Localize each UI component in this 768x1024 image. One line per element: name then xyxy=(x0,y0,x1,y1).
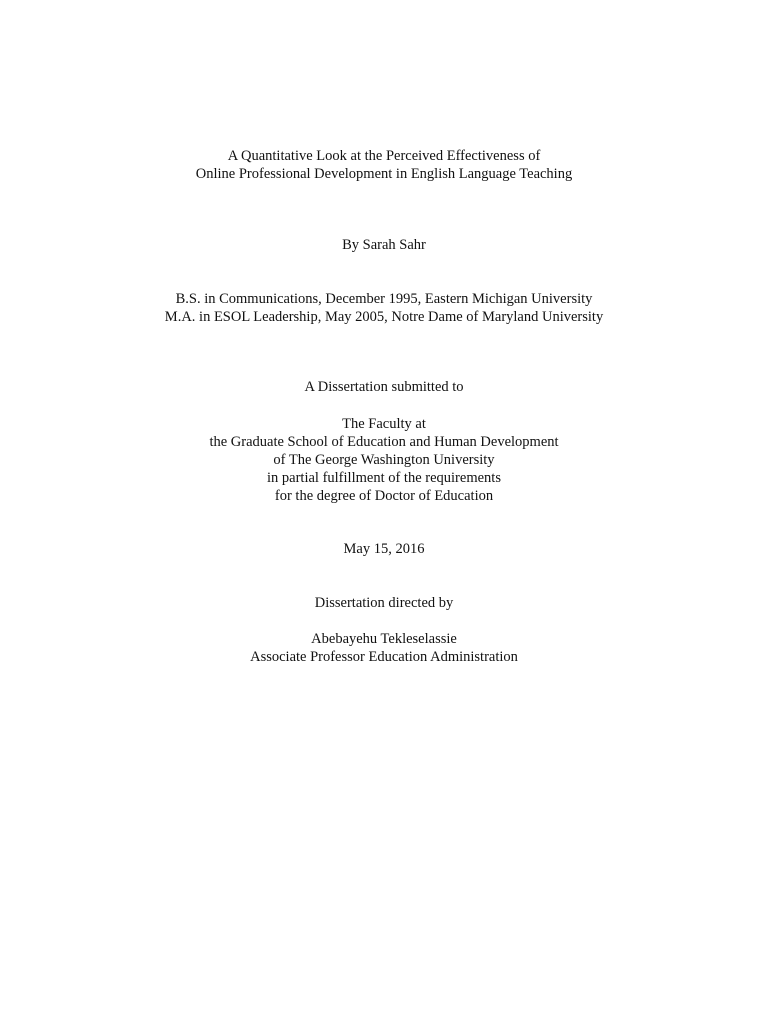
director-role: Associate Professor Education Administration xyxy=(250,649,518,665)
director-name: Abebayehu Tekleselassie xyxy=(311,631,457,647)
submission-line-5: for the degree of Doctor of Education xyxy=(274,488,494,504)
title-line-1: A Quantitative Look at the Perceived Effectiveness of xyxy=(227,148,541,164)
submission-line-1: The Faculty at xyxy=(342,416,426,432)
title-line-2: Online Professional Development in English Language Teaching xyxy=(195,166,573,182)
submission-line-3: of The George Washington University xyxy=(273,452,495,468)
submission-intro: A Dissertation submitted to xyxy=(304,379,464,395)
degree-line-1: B.S. in Communications, December 1995, Eastern Michigan University xyxy=(175,291,593,307)
submission-date: May 15, 2016 xyxy=(343,541,425,557)
degree-line-2: M.A. in ESOL Leadership, May 2005, Notre Dame of Maryland University xyxy=(164,309,604,325)
submission-line-2: the Graduate School of Education and Human Development xyxy=(209,434,559,450)
director-intro: Dissertation directed by xyxy=(314,595,454,611)
submission-line-4: in partial fulfillment of the requirements xyxy=(267,470,501,486)
author-byline: By Sarah Sahr xyxy=(342,237,426,253)
